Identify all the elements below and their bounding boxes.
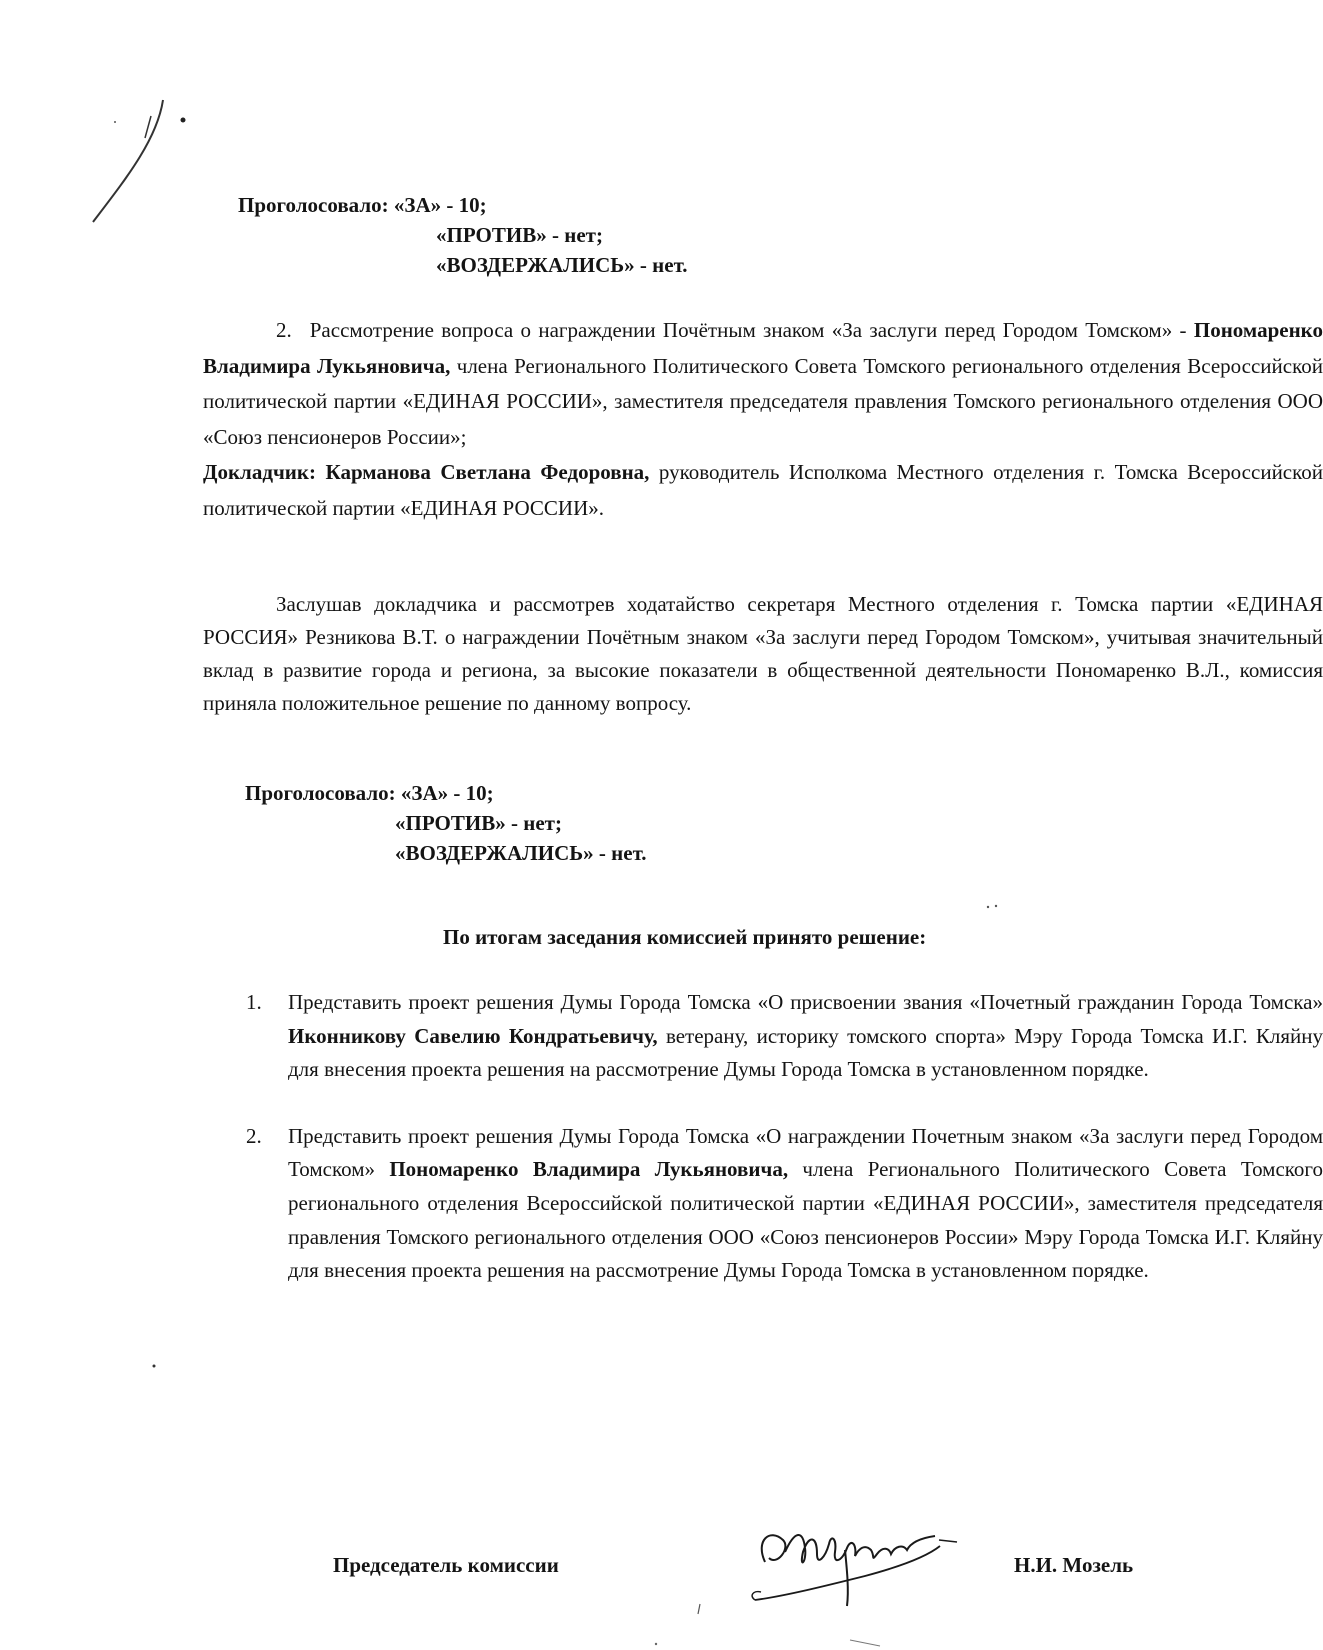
speaker-label: Докладчик: <box>203 460 316 484</box>
chairman-name: Н.И. Мозель <box>1014 1553 1134 1577</box>
agenda-item-number: 2. <box>276 318 292 342</box>
vote-abstain: «ВОЗДЕРЖАЛИСЬ» - нет. <box>395 841 647 865</box>
decision-item-text-a: Представить проект решения Думы Города Томска «О присвоении звания «Почетный гражданин Города Томска» <box>288 990 1323 1014</box>
decision-item-text-a: Представить проект решения Думы Города Томска «О награждении Почетным знаком «За заслуги перед Городом Томском» <box>288 1123 1323 1182</box>
hearing-text: Заслушав докладчика и рассмотрев ходатайство секретаря Местного отделения г. Томска партии «ЕДИНАЯ РОССИЯ» Резникова В.Т. о награждении Почётным знаком «За заслуги перед Городом Томском», учитывая значительный вклад в развитие города и региона, за высокие показатели в общественной деятельности Пономаренко В.Л., комиссия приняла положительное решение по данному вопросу. <box>203 592 1323 715</box>
agenda-item-2-text <box>203 313 1323 455</box>
vote-against: «ПРОТИВ» - нет; <box>395 811 562 835</box>
decision-item-name: Пономаренко Владимира Лукьяновича, <box>389 1157 789 1182</box>
decision-item-text-b: члена Регионального Политического Совета Томского регионального отделения Всероссийской политической партии «ЕДИНАЯ РОССИИ», заместителя председателя правления Томского регионального отделения ООО «Союз пенсионеров России» Мэру Города Томска И.Г. Кляйну для внесения проекта решения на рассмотрение Думы Города Томска в установленном порядке. <box>288 1157 1323 1283</box>
vote-for: Проголосовало: «ЗА» - 10; <box>245 781 494 805</box>
chairman-label: Председатель комиссии <box>333 1553 559 1577</box>
agenda-item-text-b: члена Регионального Политического Совета Томского регионального отделения Всероссийской политической партии «ЕДИНАЯ РОССИИ», заместителя председателя правления Томского регионального отделения ООО «Союз пенсионеров России»; <box>203 353 1323 449</box>
nominee-name: Пономаренко Владимира Лукьяновича, <box>203 318 1323 378</box>
scan-speck-icon <box>650 1636 890 1650</box>
vote-block-2 <box>245 778 647 868</box>
decision-item-name: Иконникову Савелию Кондратьевичу, <box>288 1023 658 1048</box>
decision-heading: По итогам заседания комиссией принято решение: <box>443 925 927 949</box>
handwritten-signature-icon <box>725 1500 990 1615</box>
agenda-item-2 <box>203 313 1323 526</box>
scan-speck-icon <box>150 1362 158 1370</box>
decision-item-number: 1. <box>246 990 262 1014</box>
pen-mark-icon <box>85 80 195 230</box>
speaker-role: руководитель Исполкома Местного отделения г. Томска Всероссийской политической партии «ЕДИНАЯ РОССИИ». <box>203 460 1323 520</box>
scan-speck-icon <box>984 902 1004 912</box>
decision-item-text-b: ветерану, историку томского спорта» Мэру Города Томска И.Г. Кляйну для внесения проекта решения на рассмотрение Думы Города Томска в установленном порядке. <box>288 1023 1323 1082</box>
decision-list <box>246 986 1323 1288</box>
speaker-name: Карманова Светлана Федоровна, <box>325 460 650 484</box>
agenda-item-text-a: Рассмотрение вопроса о награждении Почётным знаком «За заслуги перед Городом Томском» - <box>309 318 1194 342</box>
decision-item-number: 2. <box>246 1123 262 1148</box>
decision-item-2 <box>246 1120 1323 1288</box>
hearing-text-wrap <box>203 588 1323 720</box>
vote-block-1 <box>238 190 688 280</box>
vote-abstain: «ВОЗДЕРЖАЛИСЬ» - нет. <box>436 253 688 277</box>
decision-item-1 <box>246 986 1323 1087</box>
vote-for: Проголосовало: «ЗА» - 10; <box>238 193 487 217</box>
vote-against: «ПРОТИВ» - нет; <box>436 223 603 247</box>
hearing-paragraph <box>203 588 1323 720</box>
scan-speck-icon <box>690 1600 710 1630</box>
speaker-line <box>203 455 1323 526</box>
